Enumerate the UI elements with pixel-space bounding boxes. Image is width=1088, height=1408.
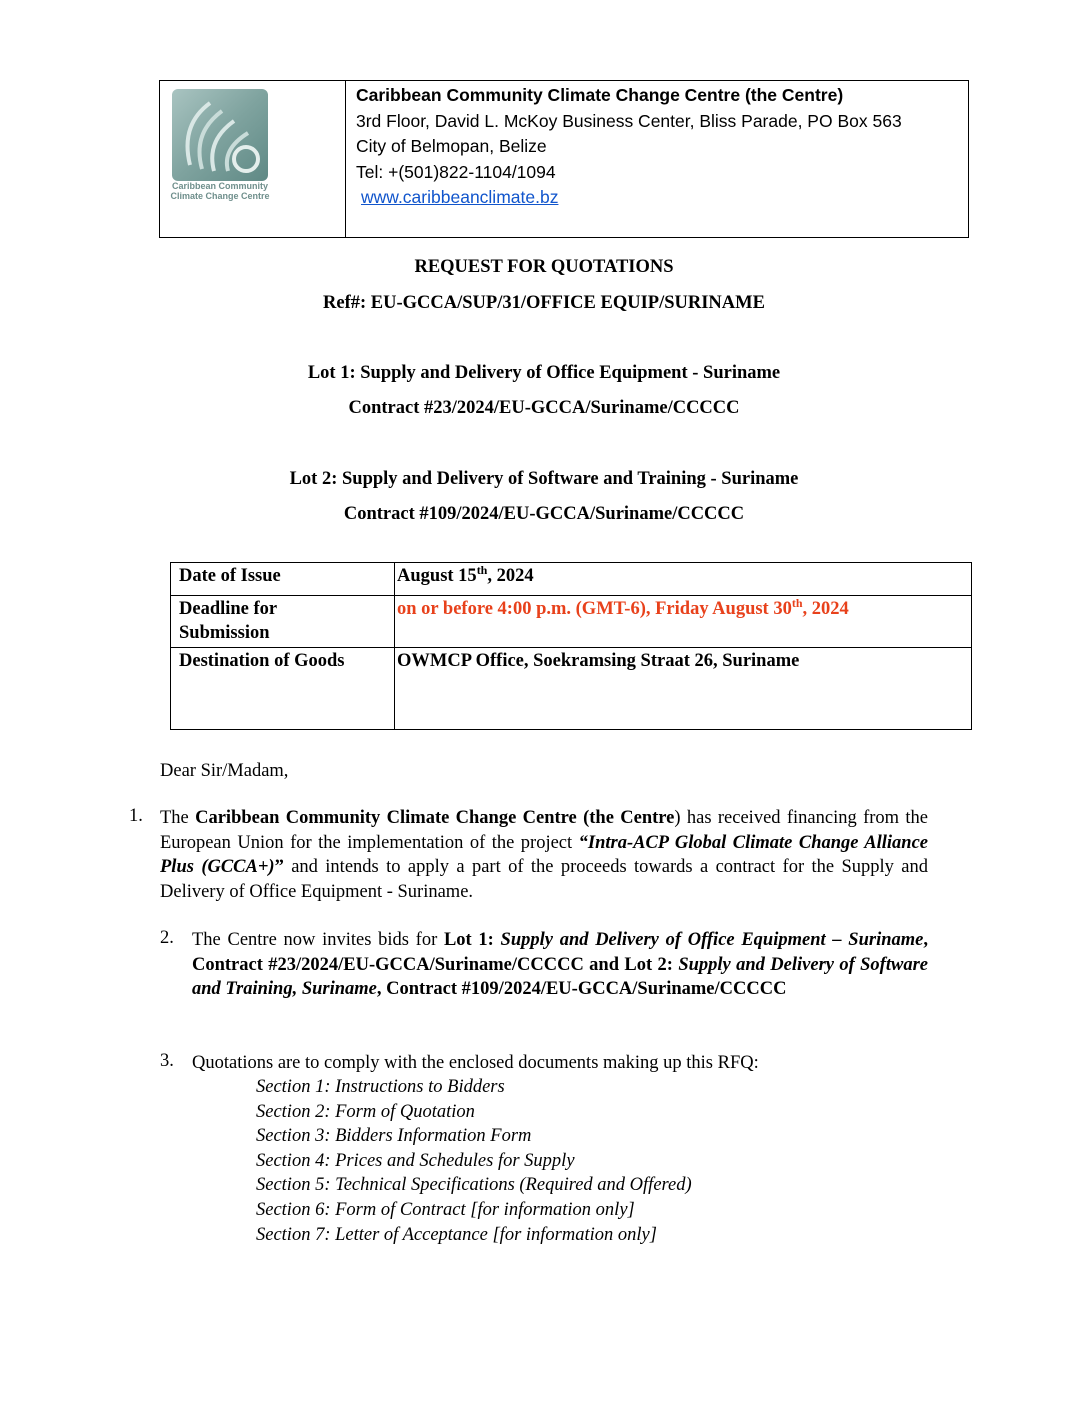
organization-name: Caribbean Community Climate Change Centre (the Centre) [356,85,844,105]
p1-org-name: Caribbean Community Climate Change Centre (the Centre [195,808,675,828]
p2-lot1-title: Supply and Delivery of Office Equipment – Suriname [500,930,924,950]
deadline-label-line2: Submission [179,623,270,643]
lot2-title: Lot 2: Supply and Delivery of Software and Training - Suriname [289,469,799,489]
date-year: , 2024 [487,566,534,586]
p1-text3: and intends to apply a part of the proceeds towards a contract for the Supply and Delivery of Office Equipment - Suriname. [160,857,928,902]
lot2-contract: Contract #109/2024/EU-GCCA/Suriname/CCCCC [343,504,745,524]
p1-text2: ) has received financing from the European Union for the implementation of the project [160,808,928,853]
lot1-contract: Contract #23/2024/EU-GCCA/Suriname/CCCCC [348,398,740,418]
address-line2: City of Belmopan, Belize [356,136,547,156]
list-item: Section 7: Letter of Acceptance [for information only] [256,1224,657,1245]
p1-project-name: “Intra-ACP Global Climate Change Alliance Plus (GCCA+) [160,832,929,877]
deadline-text: on or before 4:00 p.m. (GMT-6), Friday August 30 [397,599,792,619]
deadline-label [171,596,395,648]
lot1-title: Lot 1: Supply and Delivery of Office Equipment - Suriname [307,363,781,383]
paragraph-3: Quotations are to comply with the enclosed documents making up this RFQ: [192,1053,759,1073]
letterhead-contact [346,81,902,237]
p2-lot2-contract: , Contract #109/2024/EU-GCCA/Suriname/CCCCC [376,979,787,999]
logo-caption-line2: Climate Change Centre [170,191,270,201]
list-item: Section 4: Prices and Schedules for Supply [256,1150,575,1171]
date-of-issue-label: Date of Issue [171,563,395,596]
list-item: Section 6: Form of Contract [for information only] [256,1199,635,1220]
rfq-sections-list [256,1075,692,1247]
letterhead-box [159,80,969,238]
list-item: Section 2: Form of Quotation [256,1101,475,1122]
date-suffix: th [476,563,488,577]
logo-cell [160,81,346,237]
rfq-info-table [170,562,972,730]
paragraph-1 [160,806,928,904]
p1-close-quote: ” [274,857,284,877]
p1-text1: The [160,808,196,828]
document-title: REQUEST FOR QUOTATIONS [414,257,674,277]
telephone: Tel: +(501)822-1104/1094 [356,161,556,182]
table-row [171,596,972,648]
p1-number: 1. [129,806,143,826]
p3-number: 3. [160,1051,174,1071]
date-text: August 15 [397,566,477,586]
date-of-issue-value [395,563,972,596]
address-line1: 3rd Floor, David L. McKoy Business Center, Bliss Parade, PO Box 563 [356,110,902,131]
table-row [171,648,972,730]
list-item: Section 5: Technical Specifications (Required and Offered) [256,1175,692,1196]
p2-lot1-contract: , Contract #23/2024/EU-GCCA/Suriname/CCCCC and Lot 2: [192,930,928,975]
deadline-year: , 2024 [802,599,849,619]
paragraph-2 [192,928,928,1002]
destination-value: OWMCP Office, Soekramsing Straat 26, Suriname [395,648,972,730]
salutation: Dear Sir/Madam, [160,761,289,781]
table-row [171,563,972,596]
list-item: Section 3: Bidders Information Form [256,1126,532,1147]
deadline-suffix: th [791,596,803,610]
logo-caption-line1: Caribbean Community [171,181,268,191]
p2-lot2-title: Supply and Delivery of Software and Training, Suriname [192,954,928,999]
website-link[interactable]: www.caribbeanclimate.bz [361,187,559,207]
p2-number: 2. [160,928,174,948]
deadline-value [395,596,972,648]
reference-number: Ref#: EU-GCCA/SUP/31/OFFICE EQUIP/SURINAME [323,293,765,313]
destination-label: Destination of Goods [171,648,395,730]
p2-text1: The Centre now invites bids for [192,930,444,950]
p2-lot1-label: Lot 1: [443,930,501,950]
logo-caption [168,181,272,201]
list-item: Section 1: Instructions to Bidders [256,1077,505,1097]
deadline-label-line1: Deadline for [179,599,278,619]
